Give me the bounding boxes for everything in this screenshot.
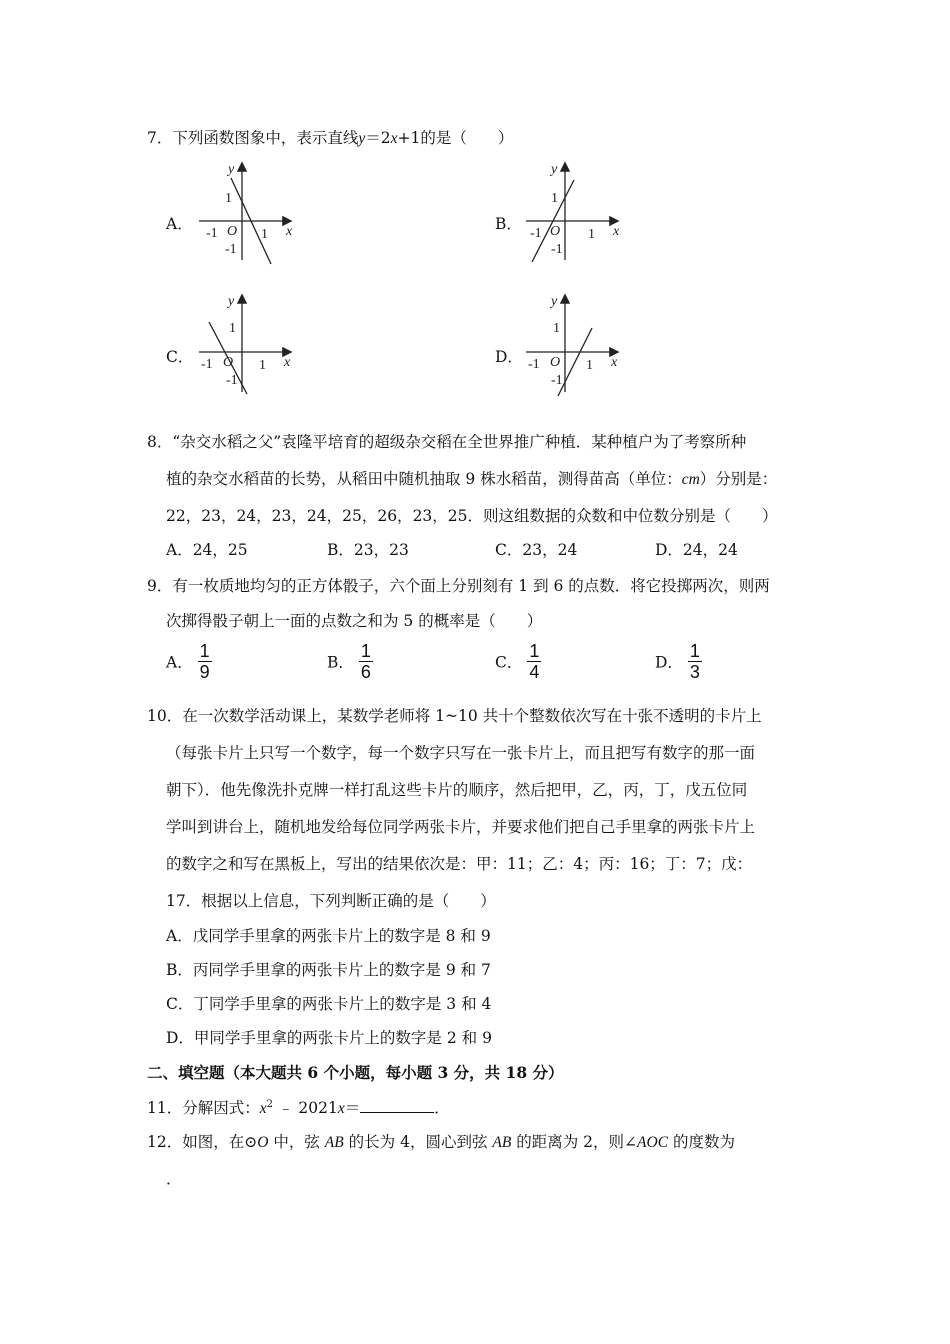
q9-option-c: C． $\frac{1}{4}$ bbox=[495, 641, 540, 682]
tick-1-y: 1 bbox=[553, 321, 560, 336]
section-2-heading: 二、填空题（本大题共 6 个小题，每小题 3 分，共 18 分） bbox=[147, 1063, 564, 1082]
x-label: x bbox=[613, 224, 620, 239]
q10-option-a: A．戊同学手里拿的两张卡片上的数字是 8 和 9 bbox=[166, 927, 491, 945]
y-label: y bbox=[228, 294, 235, 309]
q9-number: 9． bbox=[147, 577, 173, 595]
q9-option-d: D． $\frac{1}{3}$ bbox=[655, 641, 700, 682]
tick-neg1-y: -1 bbox=[551, 242, 563, 257]
q9-line1: 9．有一枚质地均匀的正方体骰子，六个面上分别刻有 1 到 6 的点数．将它投掷两次，则两 bbox=[147, 577, 770, 595]
fraction: $\frac{1}{9}$ bbox=[199, 641, 210, 682]
tick-neg1-y: -1 bbox=[226, 373, 238, 388]
q10-line3: 朝下）．他先像洗扑克牌一样打乱这些卡片的顺序，然后把甲，乙，丙，丁，戊五位同 bbox=[166, 781, 748, 799]
q10-line2: （每张卡片上只写一个数字，每一个数字只写在一张卡片上，而且把写有数字的那一面 bbox=[166, 744, 756, 762]
x-label: x bbox=[286, 224, 293, 239]
q12-line1: 12．如图，在⊙O 中，弦 AB 的长为 4，圆心到弦 AB 的距离为 2，则∠AOC 的度数为 bbox=[147, 1133, 735, 1151]
tick-neg1-x: -1 bbox=[530, 226, 542, 241]
tick-neg1-y: -1 bbox=[551, 373, 563, 388]
origin-label: O bbox=[227, 224, 238, 239]
tick-1-x: 1 bbox=[586, 358, 593, 373]
q8-option-c: C．23，24 bbox=[495, 541, 578, 559]
q7-graph-c bbox=[195, 290, 300, 400]
q10-number: 10． bbox=[147, 707, 183, 725]
q11-line: 11．分解因式：$x^2$ ﹣ 2021x＝ ． bbox=[147, 1098, 450, 1117]
q10-line6: 17．根据以上信息，下列判断正确的是（ ） bbox=[166, 892, 496, 910]
tick-1-x: 1 bbox=[259, 358, 266, 373]
q12-line2: ． bbox=[166, 1170, 182, 1188]
q10-option-b: B．丙同学手里拿的两张卡片上的数字是 9 和 7 bbox=[166, 961, 491, 979]
q8-line2: 植的杂交水稻苗的长势，从稻田中随机抽取 9 株水稻苗，测得苗高（单位：cm）分别是： bbox=[166, 470, 778, 488]
q10-line4: 学叫到讲台上，随机地发给每位同学两张卡片，并要求他们把自己手里拿的两张卡片上 bbox=[166, 818, 756, 836]
tick-1-x: 1 bbox=[588, 227, 595, 242]
q7-stem: 7．下列函数图象中，表示直线y＝2x+1的是（ ） bbox=[147, 129, 514, 147]
tick-1-y: 1 bbox=[551, 191, 558, 206]
q9-option-b: B． $\frac{1}{6}$ bbox=[327, 641, 371, 682]
tick-neg1-x: -1 bbox=[206, 226, 218, 241]
tick-neg1-y: -1 bbox=[225, 242, 237, 257]
q8-option-d: D．24，24 bbox=[655, 541, 738, 559]
q10-line1: 10．在一次数学活动课上，某数学老师将 1~10 共十个整数依次写在十张不透明的卡片上 bbox=[147, 707, 762, 725]
q8-line1: 8．“杂交水稻之父”袁隆平培育的超级杂交稻在全世界推广种植．某种植户为了考察所种 bbox=[147, 433, 747, 451]
q9-option-a: A． $\frac{1}{9}$ bbox=[166, 641, 210, 682]
fraction: $\frac{1}{4}$ bbox=[529, 641, 540, 682]
q10-option-c: C．丁同学手里拿的两张卡片上的数字是 3 和 4 bbox=[166, 995, 492, 1013]
q8-line3: 22，23，24，23，24，25，26，23，25．则这组数据的众数和中位数分别是（ ） bbox=[166, 507, 778, 525]
answer-blank[interactable] bbox=[360, 1098, 434, 1113]
q7-graph-a bbox=[195, 158, 300, 268]
q7-option-a-label: A． bbox=[166, 215, 193, 233]
origin-label: O bbox=[550, 355, 561, 370]
q12-number: 12． bbox=[147, 1133, 183, 1151]
tick-neg1-x: -1 bbox=[201, 357, 213, 372]
q7-option-c-label: C． bbox=[166, 348, 194, 366]
q7-number: 7． bbox=[147, 129, 173, 147]
q8-number: 8． bbox=[147, 433, 173, 451]
tick-neg1-x: -1 bbox=[528, 357, 540, 372]
q8-option-b: B．23，23 bbox=[327, 541, 409, 559]
q7-graph-b bbox=[522, 158, 627, 268]
q11-number: 11． bbox=[147, 1099, 183, 1117]
tick-1-y: 1 bbox=[225, 191, 232, 206]
q7-graph-d bbox=[522, 290, 627, 400]
y-label: y bbox=[551, 162, 558, 177]
fraction: $\frac{1}{3}$ bbox=[689, 641, 700, 682]
q9-line2: 次掷得骰子朝上一面的点数之和为 5 的概率是（ ） bbox=[166, 612, 543, 630]
tick-1-y: 1 bbox=[229, 321, 236, 336]
y-label: y bbox=[228, 162, 235, 177]
q7-option-d-label: D． bbox=[495, 348, 523, 366]
q8-option-a: A．24，25 bbox=[166, 541, 248, 559]
x-label: x bbox=[284, 355, 291, 370]
fraction: $\frac{1}{6}$ bbox=[360, 641, 371, 682]
x-label: x bbox=[611, 355, 618, 370]
origin-label: O bbox=[550, 224, 561, 239]
q7-option-b-label: B． bbox=[495, 215, 522, 233]
y-label: y bbox=[551, 294, 558, 309]
tick-1-x: 1 bbox=[261, 227, 268, 242]
q10-option-d: D．甲同学手里拿的两张卡片上的数字是 2 和 9 bbox=[166, 1029, 492, 1047]
q10-line5: 的数字之和写在黑板上，写出的结果依次是：甲：11；乙：4；丙：16；丁：7；戊： bbox=[166, 855, 753, 873]
origin-label: O bbox=[223, 355, 234, 370]
